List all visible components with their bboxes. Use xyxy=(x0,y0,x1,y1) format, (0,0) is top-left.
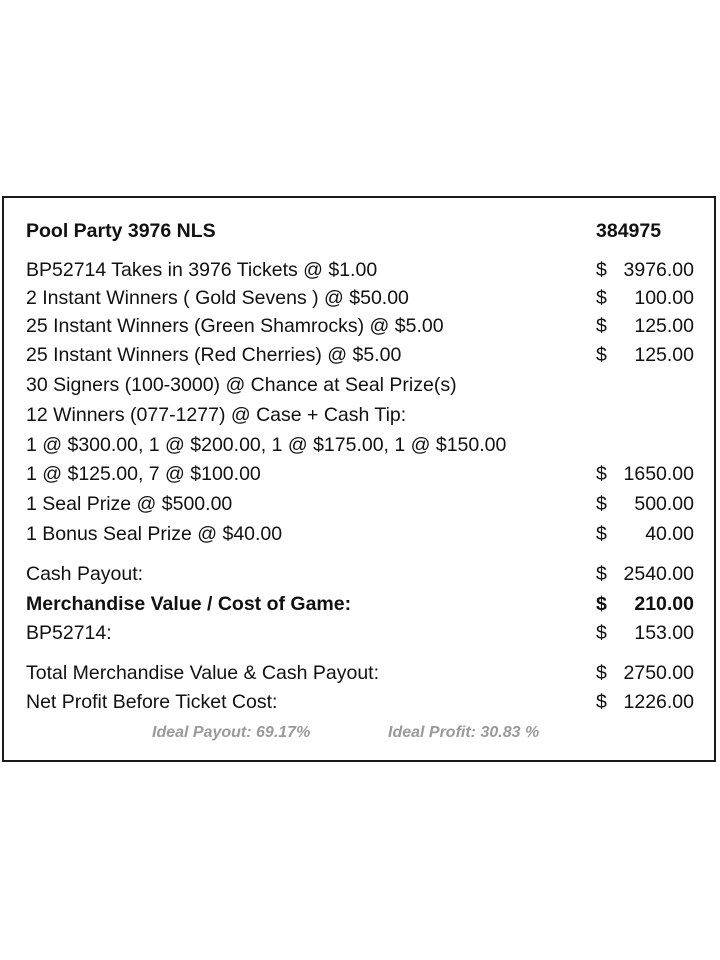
ideal-payout: Ideal Payout: 69.17% xyxy=(152,724,311,741)
currency-sign: $ xyxy=(596,493,607,515)
line-item xyxy=(26,460,694,488)
line-label: 1 Bonus Seal Prize @ $40.00 xyxy=(26,523,283,545)
line-item xyxy=(26,490,694,518)
line-item xyxy=(26,520,694,548)
ideal-stats-footer xyxy=(4,720,714,746)
summary-cash-payout xyxy=(26,560,694,588)
line-item xyxy=(26,401,694,429)
line-label: 2 Instant Winners ( Gold Sevens ) @ $50.00 xyxy=(26,287,409,309)
currency-sign: $ xyxy=(596,344,607,366)
currency-sign: $ xyxy=(596,622,607,644)
line-label: BP52714 Takes in 3976 Tickets @ $1.00 xyxy=(26,259,378,281)
currency-sign: $ xyxy=(596,463,607,485)
line-item xyxy=(26,371,694,399)
line-label: 1 @ $125.00, 7 @ $100.00 xyxy=(26,463,261,485)
summary-label: BP52714: xyxy=(26,622,112,644)
line-item xyxy=(26,312,694,340)
currency-sign: $ xyxy=(596,287,607,309)
line-label: 1 @ $300.00, 1 @ $200.00, 1 @ $175.00, 1 @ $150.00 xyxy=(26,434,507,456)
line-item xyxy=(26,256,694,284)
line-label: 1 Seal Prize @ $500.00 xyxy=(26,493,233,515)
game-name: Pool Party 3976 NLS xyxy=(26,220,216,242)
total-merchandise-cash xyxy=(26,659,694,687)
line-amount: 40.00 xyxy=(645,523,694,545)
currency-sign: $ xyxy=(596,662,607,684)
total-amount: 1226.00 xyxy=(623,691,694,713)
net-profit xyxy=(26,688,694,716)
line-item xyxy=(26,341,694,369)
line-amount: 500.00 xyxy=(634,493,694,515)
ideal-profit: Ideal Profit: 30.83 % xyxy=(388,724,540,741)
line-label: 25 Instant Winners (Red Cherries) @ $5.00 xyxy=(26,344,402,366)
summary-label: Merchandise Value / Cost of Game: xyxy=(26,593,352,615)
summary-amount: 153.00 xyxy=(634,622,694,644)
currency-sign: $ xyxy=(596,593,607,615)
currency-sign: $ xyxy=(596,259,607,281)
line-label: 12 Winners (077-1277) @ Case + Cash Tip: xyxy=(26,404,407,426)
summary-bp-cost xyxy=(26,619,694,647)
line-amount: 3976.00 xyxy=(623,259,694,281)
currency-sign: $ xyxy=(596,315,607,337)
line-amount: 1650.00 xyxy=(623,463,694,485)
summary-merchandise-value xyxy=(26,590,694,618)
total-label: Net Profit Before Ticket Cost: xyxy=(26,691,278,713)
line-amount: 125.00 xyxy=(634,315,694,337)
game-title-row xyxy=(26,217,694,245)
line-item xyxy=(26,431,694,459)
summary-amount: 210.00 xyxy=(634,593,694,615)
currency-sign: $ xyxy=(596,523,607,545)
summary-label: Cash Payout: xyxy=(26,563,144,585)
total-amount: 2750.00 xyxy=(623,662,694,684)
line-amount: 100.00 xyxy=(634,287,694,309)
currency-sign: $ xyxy=(596,691,607,713)
summary-amount: 2540.00 xyxy=(623,563,694,585)
currency-sign: $ xyxy=(596,563,607,585)
line-label: 25 Instant Winners (Green Shamrocks) @ $5.00 xyxy=(26,315,444,337)
line-amount: 125.00 xyxy=(634,344,694,366)
line-item xyxy=(26,284,694,312)
game-info-card xyxy=(2,196,716,762)
game-code: 384975 xyxy=(596,220,662,242)
line-label: 30 Signers (100-3000) @ Chance at Seal Prize(s) xyxy=(26,374,457,396)
total-label: Total Merchandise Value & Cash Payout: xyxy=(26,662,379,684)
